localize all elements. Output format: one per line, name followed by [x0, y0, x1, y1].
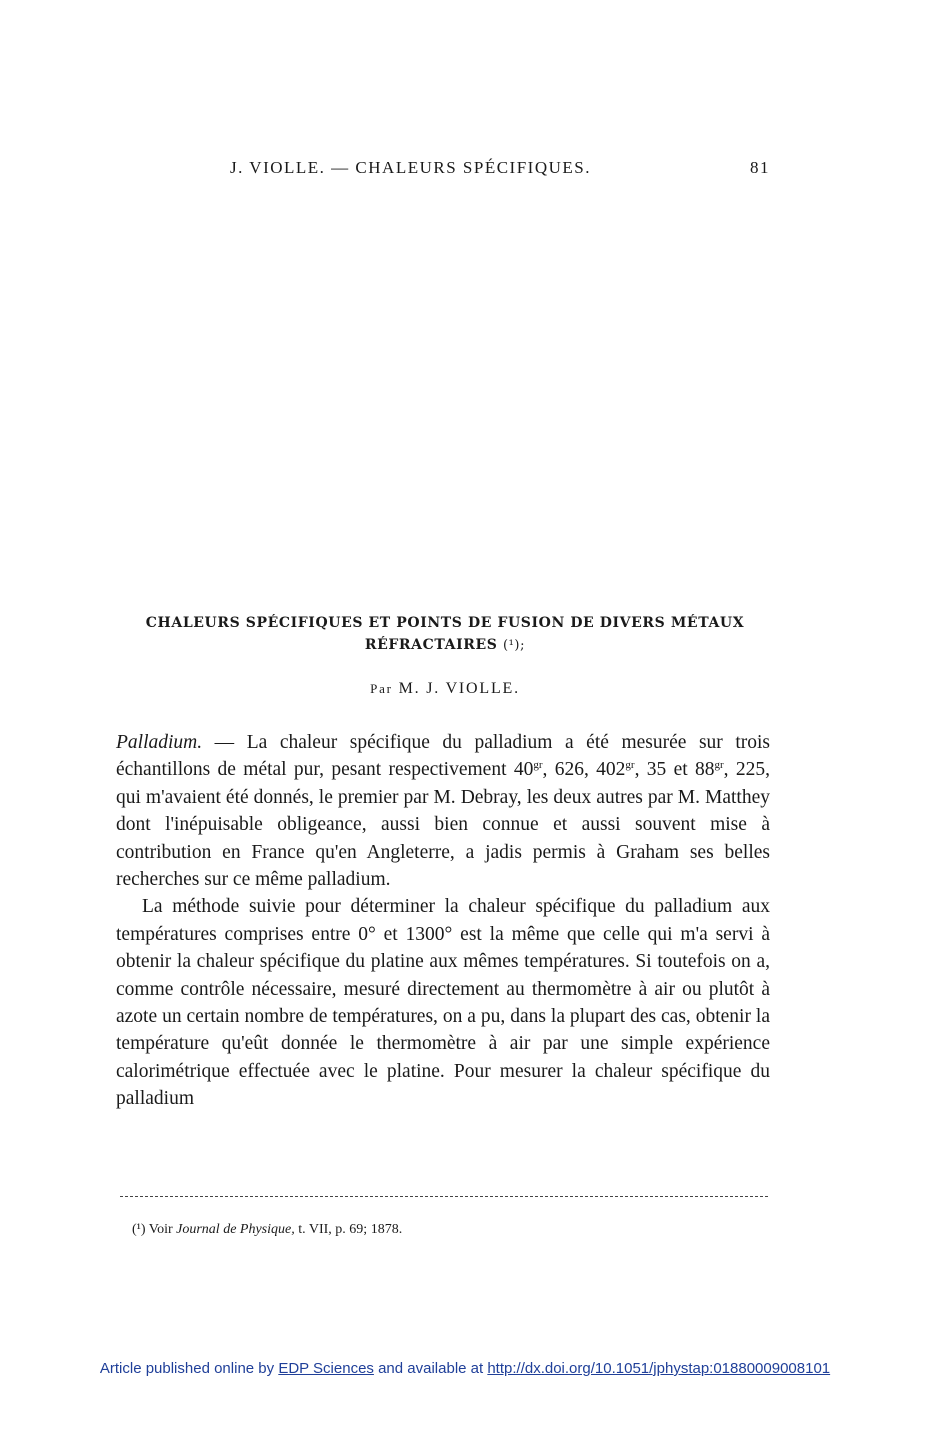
byline-prefix: Par	[370, 681, 393, 696]
running-title: J. VIOLLE. — CHALEURS SPÉCIFIQUES.	[230, 158, 591, 177]
footnote-journal: Journal de Physique,	[176, 1222, 295, 1237]
running-header	[120, 158, 770, 182]
footnote-marker: (¹) Voir	[132, 1222, 177, 1237]
article-title	[120, 612, 770, 657]
unit-gr: gr	[714, 759, 724, 772]
article-body	[116, 729, 770, 1113]
footnote-divider	[120, 1196, 768, 1197]
byline	[120, 680, 770, 698]
paragraph-1-part-b: , 626, 402	[542, 759, 626, 781]
paragraph-1	[116, 729, 770, 893]
paragraph-1-part-c: , 35 et 88	[634, 759, 715, 781]
publisher-prefix: Article published online by	[99, 1360, 279, 1377]
doi-link[interactable]: http://dx.doi.org/10.1051/jphystap:01880009008101	[487, 1360, 831, 1377]
unit-gr: gr	[533, 759, 543, 772]
unit-gr: gr	[625, 759, 635, 772]
article-title-line-2-text: RÉFRACTAIRES	[364, 637, 498, 653]
publisher-line	[0, 1360, 930, 1377]
footnote-rest: t. VII, p. 69; 1878.	[294, 1222, 403, 1237]
publisher-link[interactable]: EDP Sciences	[278, 1360, 374, 1377]
article-title-line-2	[120, 634, 770, 657]
publisher-middle: and available at	[373, 1360, 488, 1377]
paragraph-1-part-a: — La chaleur spécifique du palladium a été mesurée sur trois échantillons de métal pur, pesant respectivement 40	[116, 732, 770, 781]
byline-author: M. J. VIOLLE.	[398, 680, 520, 697]
paragraph-1-lead: Palladium.	[116, 732, 203, 753]
paragraph-1-part-d: , 225, qui m'avaient été donnés, le premier par M. Debray, les deux autres par M. Matthey dont l'inépuisable obligeance, aussi bien connue et aussi souvent mise à contribution en France qu'en Angleterre, a jadis permis à Graham ses belles recherches sur ce même palladium.	[116, 759, 770, 891]
footnote	[132, 1222, 752, 1238]
page-number: 81	[750, 158, 770, 177]
article-title-line-1: CHALEURS SPÉCIFIQUES ET POINTS DE FUSION DE DIVERS MÉTAUX	[145, 615, 745, 631]
paragraph-2: La méthode suivie pour déterminer la chaleur spécifique du palladium aux températures comprises entre 0° et 1300° est la même que celle qui m'a servi à obtenir la chaleur spécifique du platine aux mêmes températures. Si toutefois on a, comme contrôle nécessaire, mesuré directement au thermomètre à air ou plutôt à azote un certain nombre de températures, on a pu, dans la plupart des cas, obtenir la température qu'eût donnée le thermomètre à air par une simple expérience calorimétrique effectuée avec le platine. Pour mesurer la chaleur spécifique du palladium	[116, 896, 770, 1110]
footnote-reference: (¹);	[502, 638, 526, 653]
